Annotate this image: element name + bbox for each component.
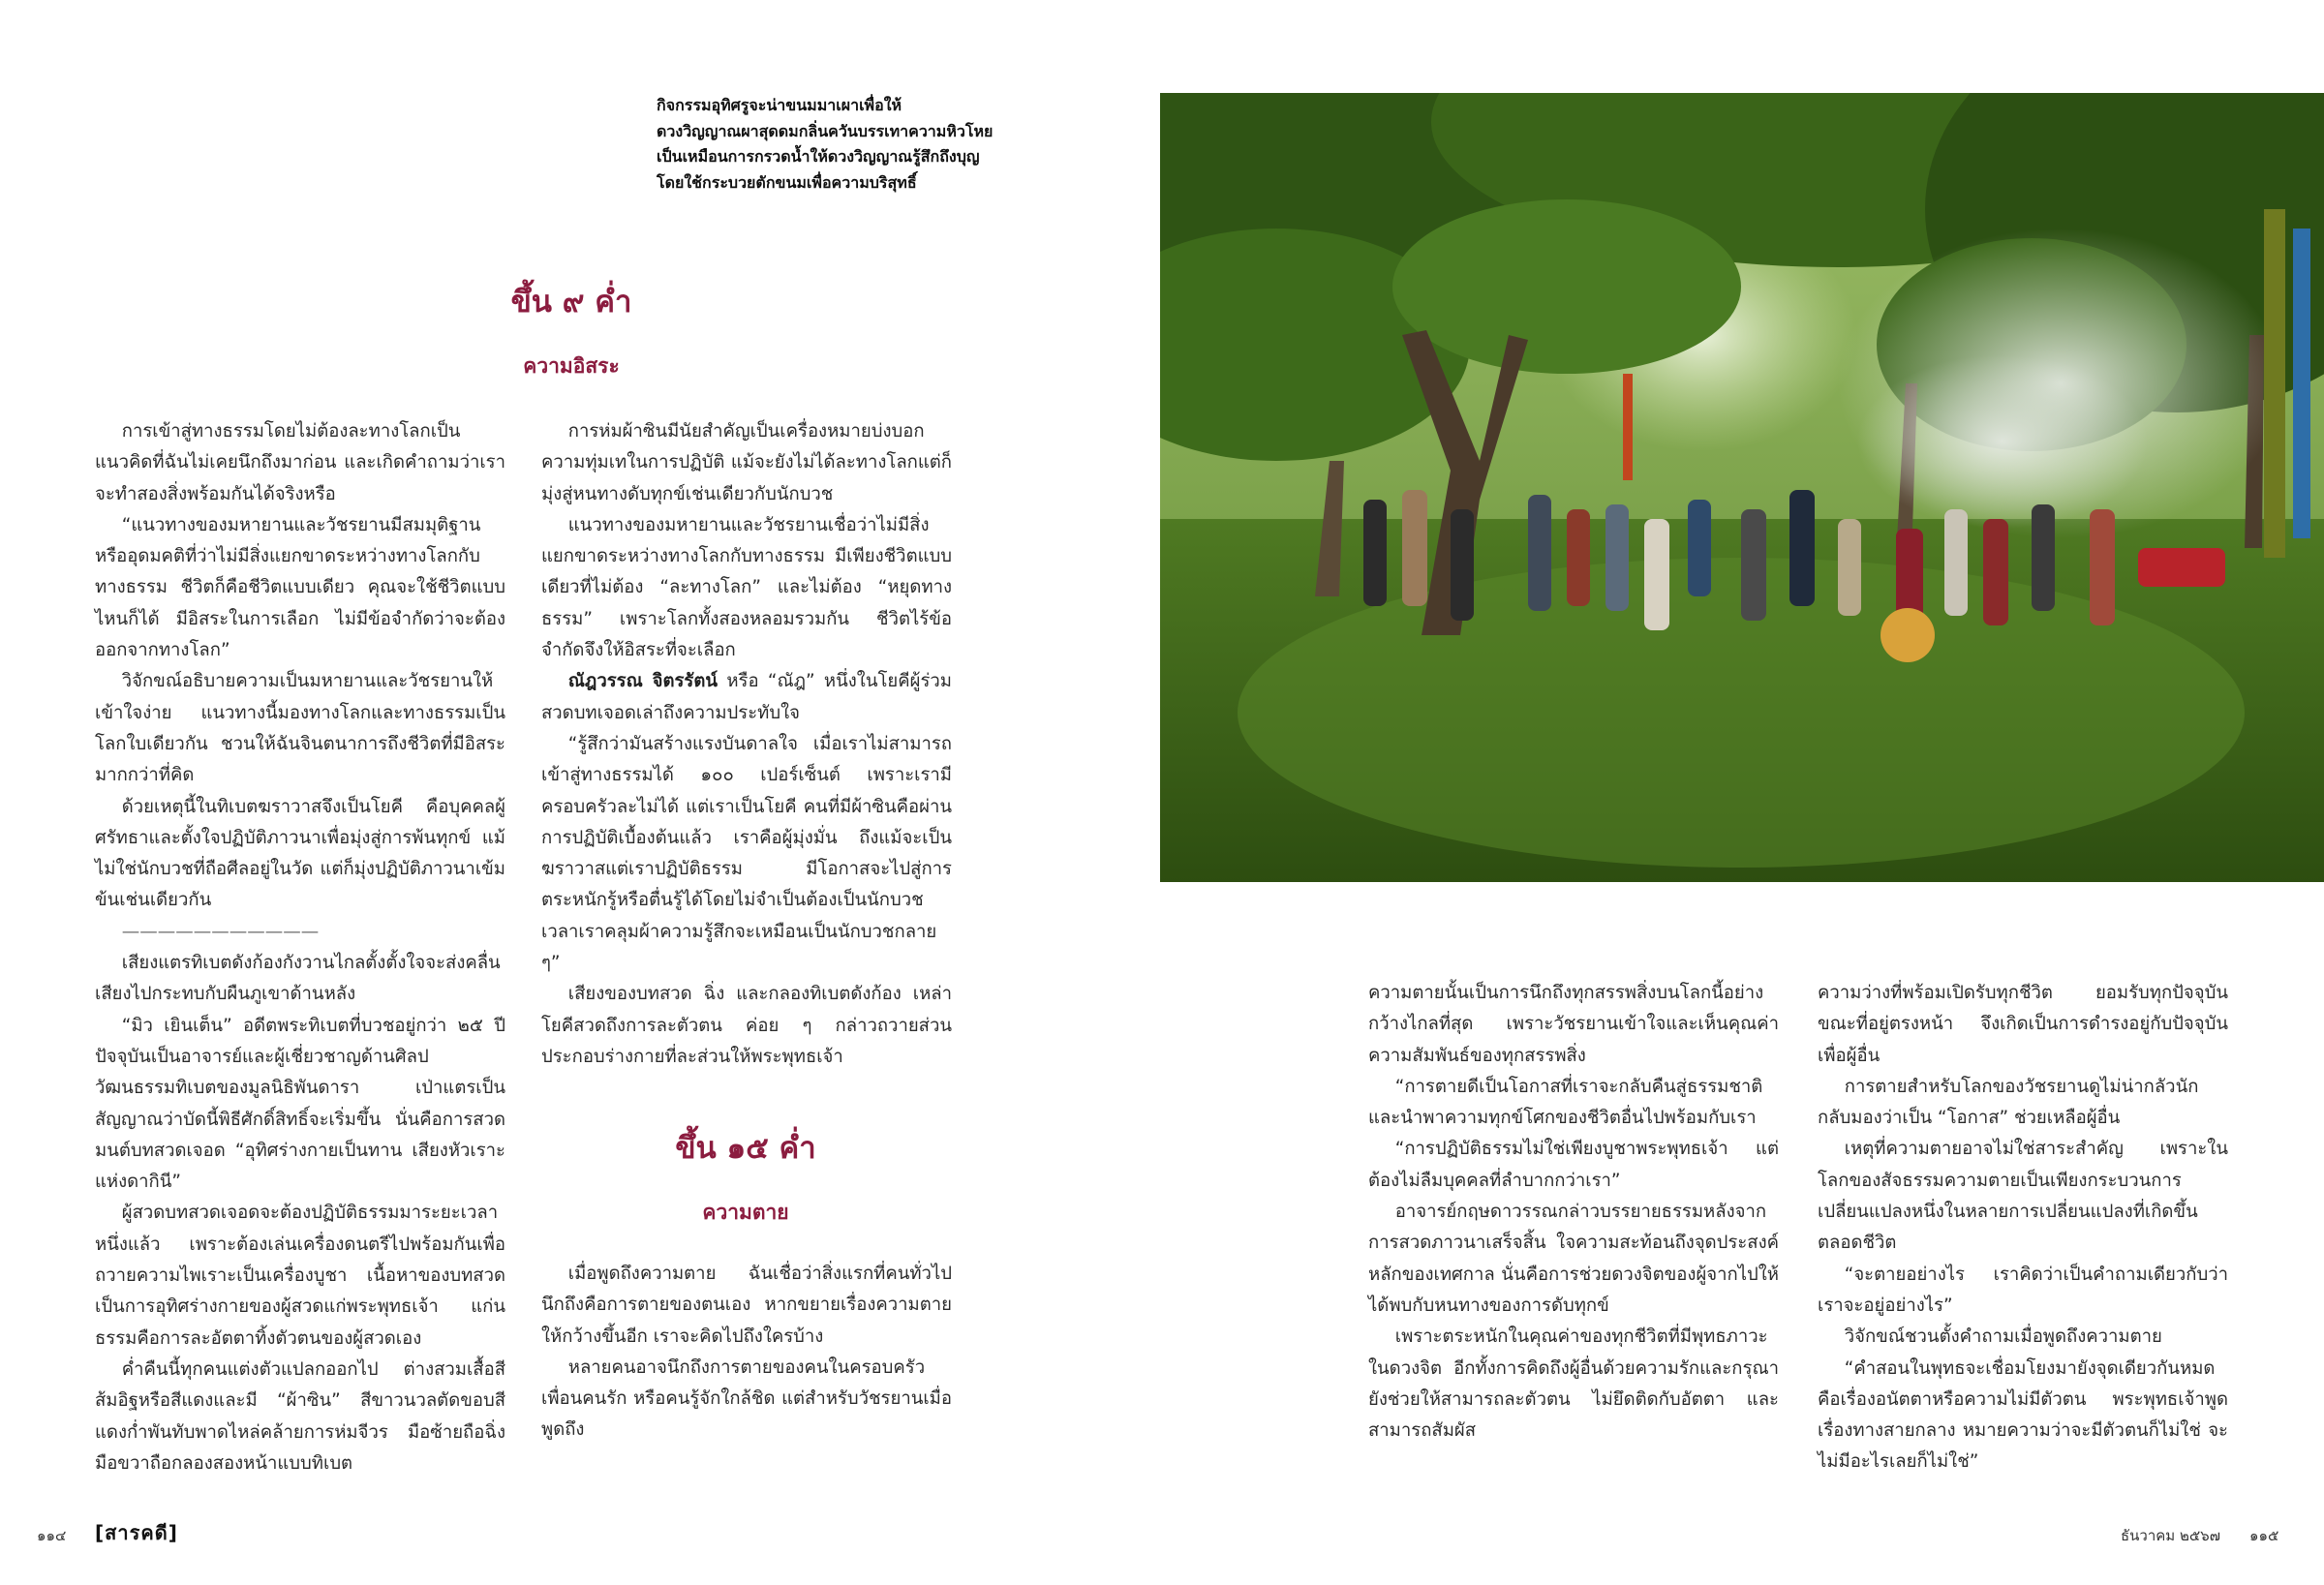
- paragraph: “จะตายอย่างไร เราคิดว่าเป็นคำถามเดียวกับว่าเราจะอยู่อย่างไร”: [1818, 1264, 2228, 1316]
- paragraph: “มิว เยินเต็น” อดีตพระทิเบตที่บวชอยู่กว่า ๒๕ ปี ปัจจุบันเป็นอาจารย์และผู้เชี่ยวชาญด้านศิลปวัฒนธรรมทิเบตของมูลนิธิพันดารา เป่าแตรเป็นสัญญาณว่าบัดนี้พิธีศักดิ์สิทธิ์จะเริ่มขึ้น นั่นคือการสวดมนต์บทสวดเจอด “อุทิศร่างกายเป็นทาน เสียงหัวเราะแห่งดากินี”: [95, 1015, 505, 1193]
- paragraph: [541, 666, 952, 729]
- issue-date: ธันวาคม ๒๕๖๗: [2121, 1527, 2220, 1544]
- paragraph: การห่มผ้าซินมีนัยสำคัญเป็นเครื่องหมายบ่งบอกความทุ่มเทในการปฏิบัติ แม้จะยังไม่ได้ละทางโลกแต่ก็มุ่งสู่หนทางดับทุกข์เช่นเดียวกับนักบวช: [541, 421, 952, 504]
- paragraph: หลายคนอาจนึกถึงการตายของคนในครอบครัว เพื่อนคนรัก หรือคนรู้จักใกล้ชิด แต่สำหรับวัชรยานเมื่อพูดถึง: [541, 1356, 952, 1441]
- section-subtitle: ความตาย: [702, 1201, 789, 1224]
- paragraph: เสียงแตรทิเบตดังก้องกังวานไกลตั้งตั้งใจจะส่งคลื่นเสียงไปกระทบกับผืนภูเขาด้านหลัง: [95, 953, 501, 1005]
- page-number-right: ๑๑๕: [2249, 1527, 2279, 1544]
- caption-line: โดยใช้กระบวยตักขนมเพื่อความบริสุทธิ์: [657, 172, 917, 192]
- paragraph-text: หรือ “ณัฎ” หนึ่งในโยคีผู้ร่วมสวดบทเจอดเล่าถึงความประทับใจ: [541, 671, 952, 723]
- article-column-1: [95, 416, 505, 1479]
- paragraph: วิจักขณ์ชวนตั้งคำถามเมื่อพูดถึงความตาย: [1844, 1326, 2162, 1348]
- paragraph: การเข้าสู่ทางธรรมโดยไม่ต้องละทางโลกเป็นแนวคิดที่ฉันไม่เคยนึกถึงมาก่อน และเกิดคำถามว่าเราจะทำสองสิ่งพร้อมกันได้จริงหรือ: [95, 421, 505, 504]
- paragraph: วิจักขณ์อธิบายความเป็นมหายานและวัชรยานให้เข้าใจง่าย แนวทางนี้มองทางโลกและทางธรรมเป็นโลกใบเดียวกัน ชวนให้ฉันจินตนาการถึงชีวิตที่มีอิสระมากกว่าที่คิด: [95, 671, 505, 786]
- magazine-logo: [สารคดี]: [95, 1521, 178, 1544]
- paragraph: เมื่อพูดถึงความตาย ฉันเชื่อว่าสิ่งแรกที่คนทั่วไปนึกถึงคือการตายของตนเอง หากขยายเรื่องความตายให้กว้างขึ้นอีก เราจะคิดไปถึงใครบ้าง: [541, 1264, 952, 1347]
- section-subtitle: ความอิสระ: [523, 354, 620, 378]
- caption-line: ดวงวิญญาณผาสุดดมกลิ่นควันบรรเทาความหิวโหย: [657, 121, 994, 140]
- paragraph: เพราะตระหนักในคุณค่าของทุกชีวิตที่มีพุทธภาวะในดวงจิต อีกทั้งการคิดถึงผู้อื่นด้วยความรักและกรุณายังช่วยให้สามารถละตัวตน ไม่ยึดติดกับอัตตา และสามารถสัมผัส: [1368, 1326, 1779, 1442]
- paragraph: “การปฏิบัติธรรมไม่ใช่เพียงบูชาพระพุทธเจ้า แต่ต้องไม่ลืมบุคคลที่ลำบากกว่าเรา”: [1368, 1139, 1779, 1191]
- caption-line: เป็นเหมือนการกรวดน้ำให้ดวงวิญญาณรู้สึกถึงบุญ: [657, 147, 980, 166]
- paragraph: ด้วยเหตุนี้ในทิเบตฆราวาสจึงเป็นโยคี คือบุคคลผู้ศรัทธาและตั้งใจปฏิบัติภาวนาเพื่อมุ่งสู่การพ้นทุกข์ แม้ไม่ใช่นักบวชที่ถือศีลอยู่ในวัด แต่ก็มุ่งปฏิบัติภาวนาเข้มข้นเช่นเดียวกัน: [95, 796, 505, 911]
- magazine-name: สารคดี: [105, 1521, 168, 1544]
- article-column-2-bottom: [541, 1259, 952, 1447]
- paragraph: การตายสำหรับโลกของวัชรยานดูไม่น่ากลัวนัก กลับมองว่าเป็น “โอกาส” ช่วยเหลือผู้อื่น: [1818, 1076, 2199, 1129]
- paragraph: “คำสอนในพุทธจะเชื่อมโยงมายังจุดเดียวกันหมดคือเรื่องอนัตตาหรือความไม่มีตัวตน พระพุทธเจ้าพูดเรื่องทางสายกลาง หมายความว่าจะมีตัวตนก็ไม่ใช่ จะไม่มีอะไรเลยก็ไม่ใช่”: [1818, 1357, 2228, 1473]
- section-title: ขึ้น ๙ ค่ำ: [510, 285, 632, 320]
- article-column-4: [1818, 978, 2228, 1478]
- paragraph: “แนวทางของมหายานและวัชรยานมีสมมุติฐานหรืออุดมคติที่ว่าไม่มีสิ่งแยกขาดระหว่างทางโลกกับทางธรรม ชีวิตก็คือชีวิตแบบเดียว คุณจะใช้ชีวิตแบบไหนก็ได้ มีอิสระในการเลือก ไม่มีข้อจำกัดว่าจะต้องออกจากทางโลก”: [95, 514, 505, 661]
- caption-line: กิจกรรมอุทิศรูจะน่าขนมมาเผาเพื่อให้: [657, 96, 902, 114]
- section-divider: ———————————: [121, 921, 320, 942]
- paragraph: เสียงของบทสวด ฉิ่ง และกลองทิเบตดังก้อง เหล่าโยคีสวดถึงการละตัวตน ค่อย ๆ กล่าวถวายส่วนประกอบร่างกายที่ละส่วนให้พระพุทธเจ้า: [541, 984, 952, 1067]
- ceremony-photo: [1160, 93, 2324, 882]
- paragraph: ผู้สวดบทสวดเจอดจะต้องปฏิบัติธรรมมาระยะเวลาหนึ่งแล้ว เพราะต้องเล่นเครื่องดนตรีไปพร้อมกันเพื่อถวายความไพเราะเป็นเครื่องบูชา เนื้อหาของบทสวดเป็นการอุทิศร่างกายของผู้สวดแก่พระพุทธเจ้า แก่นธรรมคือการละอัตตาทิ้งตัวตนของผู้สวดเอง: [95, 1203, 505, 1349]
- paragraph: ความตายนั้นเป็นการนึกถึงทุกสรรพสิ่งบนโลกนี้อย่างกว้างไกลที่สุด เพราะวัชรยานเข้าใจและเห็นคุณค่าความสัมพันธ์ของทุกสรรพสิ่ง: [1368, 983, 1779, 1066]
- article-column-3: [1368, 978, 1779, 1447]
- paragraph: “การตายดีเป็นโอกาสที่เราจะกลับคืนสู่ธรรมชาติและนำพาความทุกข์โศกของชีวิตอื่นไปพร้อมกับเรา: [1368, 1076, 1763, 1129]
- section-title: ขึ้น ๑๕ ค่ำ: [675, 1131, 816, 1166]
- paragraph: เหตุที่ความตายอาจไม่ใช่สาระสำคัญ เพราะในโลกของสัจธรรมความตายเป็นเพียงกระบวนการเปลี่ยนแปลงหนึ่งในหลายการเปลี่ยนแปลงที่เกิดขึ้นตลอดชีวิต: [1818, 1139, 2228, 1254]
- paragraph: ความว่างที่พร้อมเปิดรับทุกชีวิต ยอมรับทุกปัจจุบันขณะที่อยู่ตรงหน้า จึงเกิดเป็นการดำรงอยู่กับปัจจุบันเพื่อผู้อื่น: [1818, 983, 2228, 1066]
- paragraph: อาจารย์กฤษดาวรรณกล่าวบรรยายธรรมหลังจากการสวดภาวนาเสร็จสิ้น ใจความสะท้อนถึงจุดประสงค์หลักของเทศกาล นั่นคือการช่วยดวงจิตของผู้จากไปให้ได้พบกับหนทางของการดับทุกข์: [1368, 1202, 1779, 1316]
- person-name: ณัฎวรรณ จิตรรัตน์: [567, 671, 719, 692]
- paragraph: แนวทางของมหายานและวัชรยานเชื่อว่าไม่มีสิ่งแยกขาดระหว่างทางโลกกับทางธรรม มีเพียงชีวิตแบบเดียวที่ไม่ต้อง “ละทางโลก” และไม่ต้อง “หยุดทางธรรม” เพราะโลกทั้งสองหลอมรวมกัน ชีวิตไร้ข้อจำกัดจึงให้อิสระที่จะเลือก: [541, 514, 952, 661]
- paragraph: ค่ำคืนนี้ทุกคนแต่งตัวแปลกออกไป ต่างสวมเสื้อสีส้มอิฐหรือสีแดงและมี “ผ้าซิน” สีขาวนวลตัดขอบสีแดงก่ำพันทับพาดไหล่คล้ายการห่มจีวร มือซ้ายถือฉิ่ง มือขวาถือกลองสองหน้าแบบทิเบต: [95, 1358, 505, 1474]
- page-number-left: ๑๑๔: [37, 1527, 67, 1544]
- paragraph: “รู้สึกว่ามันสร้างแรงบันดาลใจ เมื่อเราไม่สามารถเข้าสู่ทางธรรมได้ ๑๐๐ เปอร์เซ็นต์ เพราะเรามีครอบครัวละไม่ได้ แต่เราเป็นโยคี คนที่มีผ้าซินคือผ่านการปฏิบัติเบื้องต้นแล้ว เราคือผู้มุ่งมั่น ถึงแม้จะเป็นฆราวาสแต่เราปฏิบัติธรรม มีโอกาสจะไปสู่การตระหนักรู้หรือตื่นรู้ได้โดยไม่จำเป็นต้องเป็นนักบวช เวลาเราคลุมผ้าความรู้สึกจะเหมือนเป็นนักบวชกลาย ๆ”: [541, 733, 952, 974]
- forest-ceremony-illustration: [1160, 93, 2324, 882]
- article-column-2-top: [541, 416, 952, 1073]
- photo-caption: [657, 93, 1005, 196]
